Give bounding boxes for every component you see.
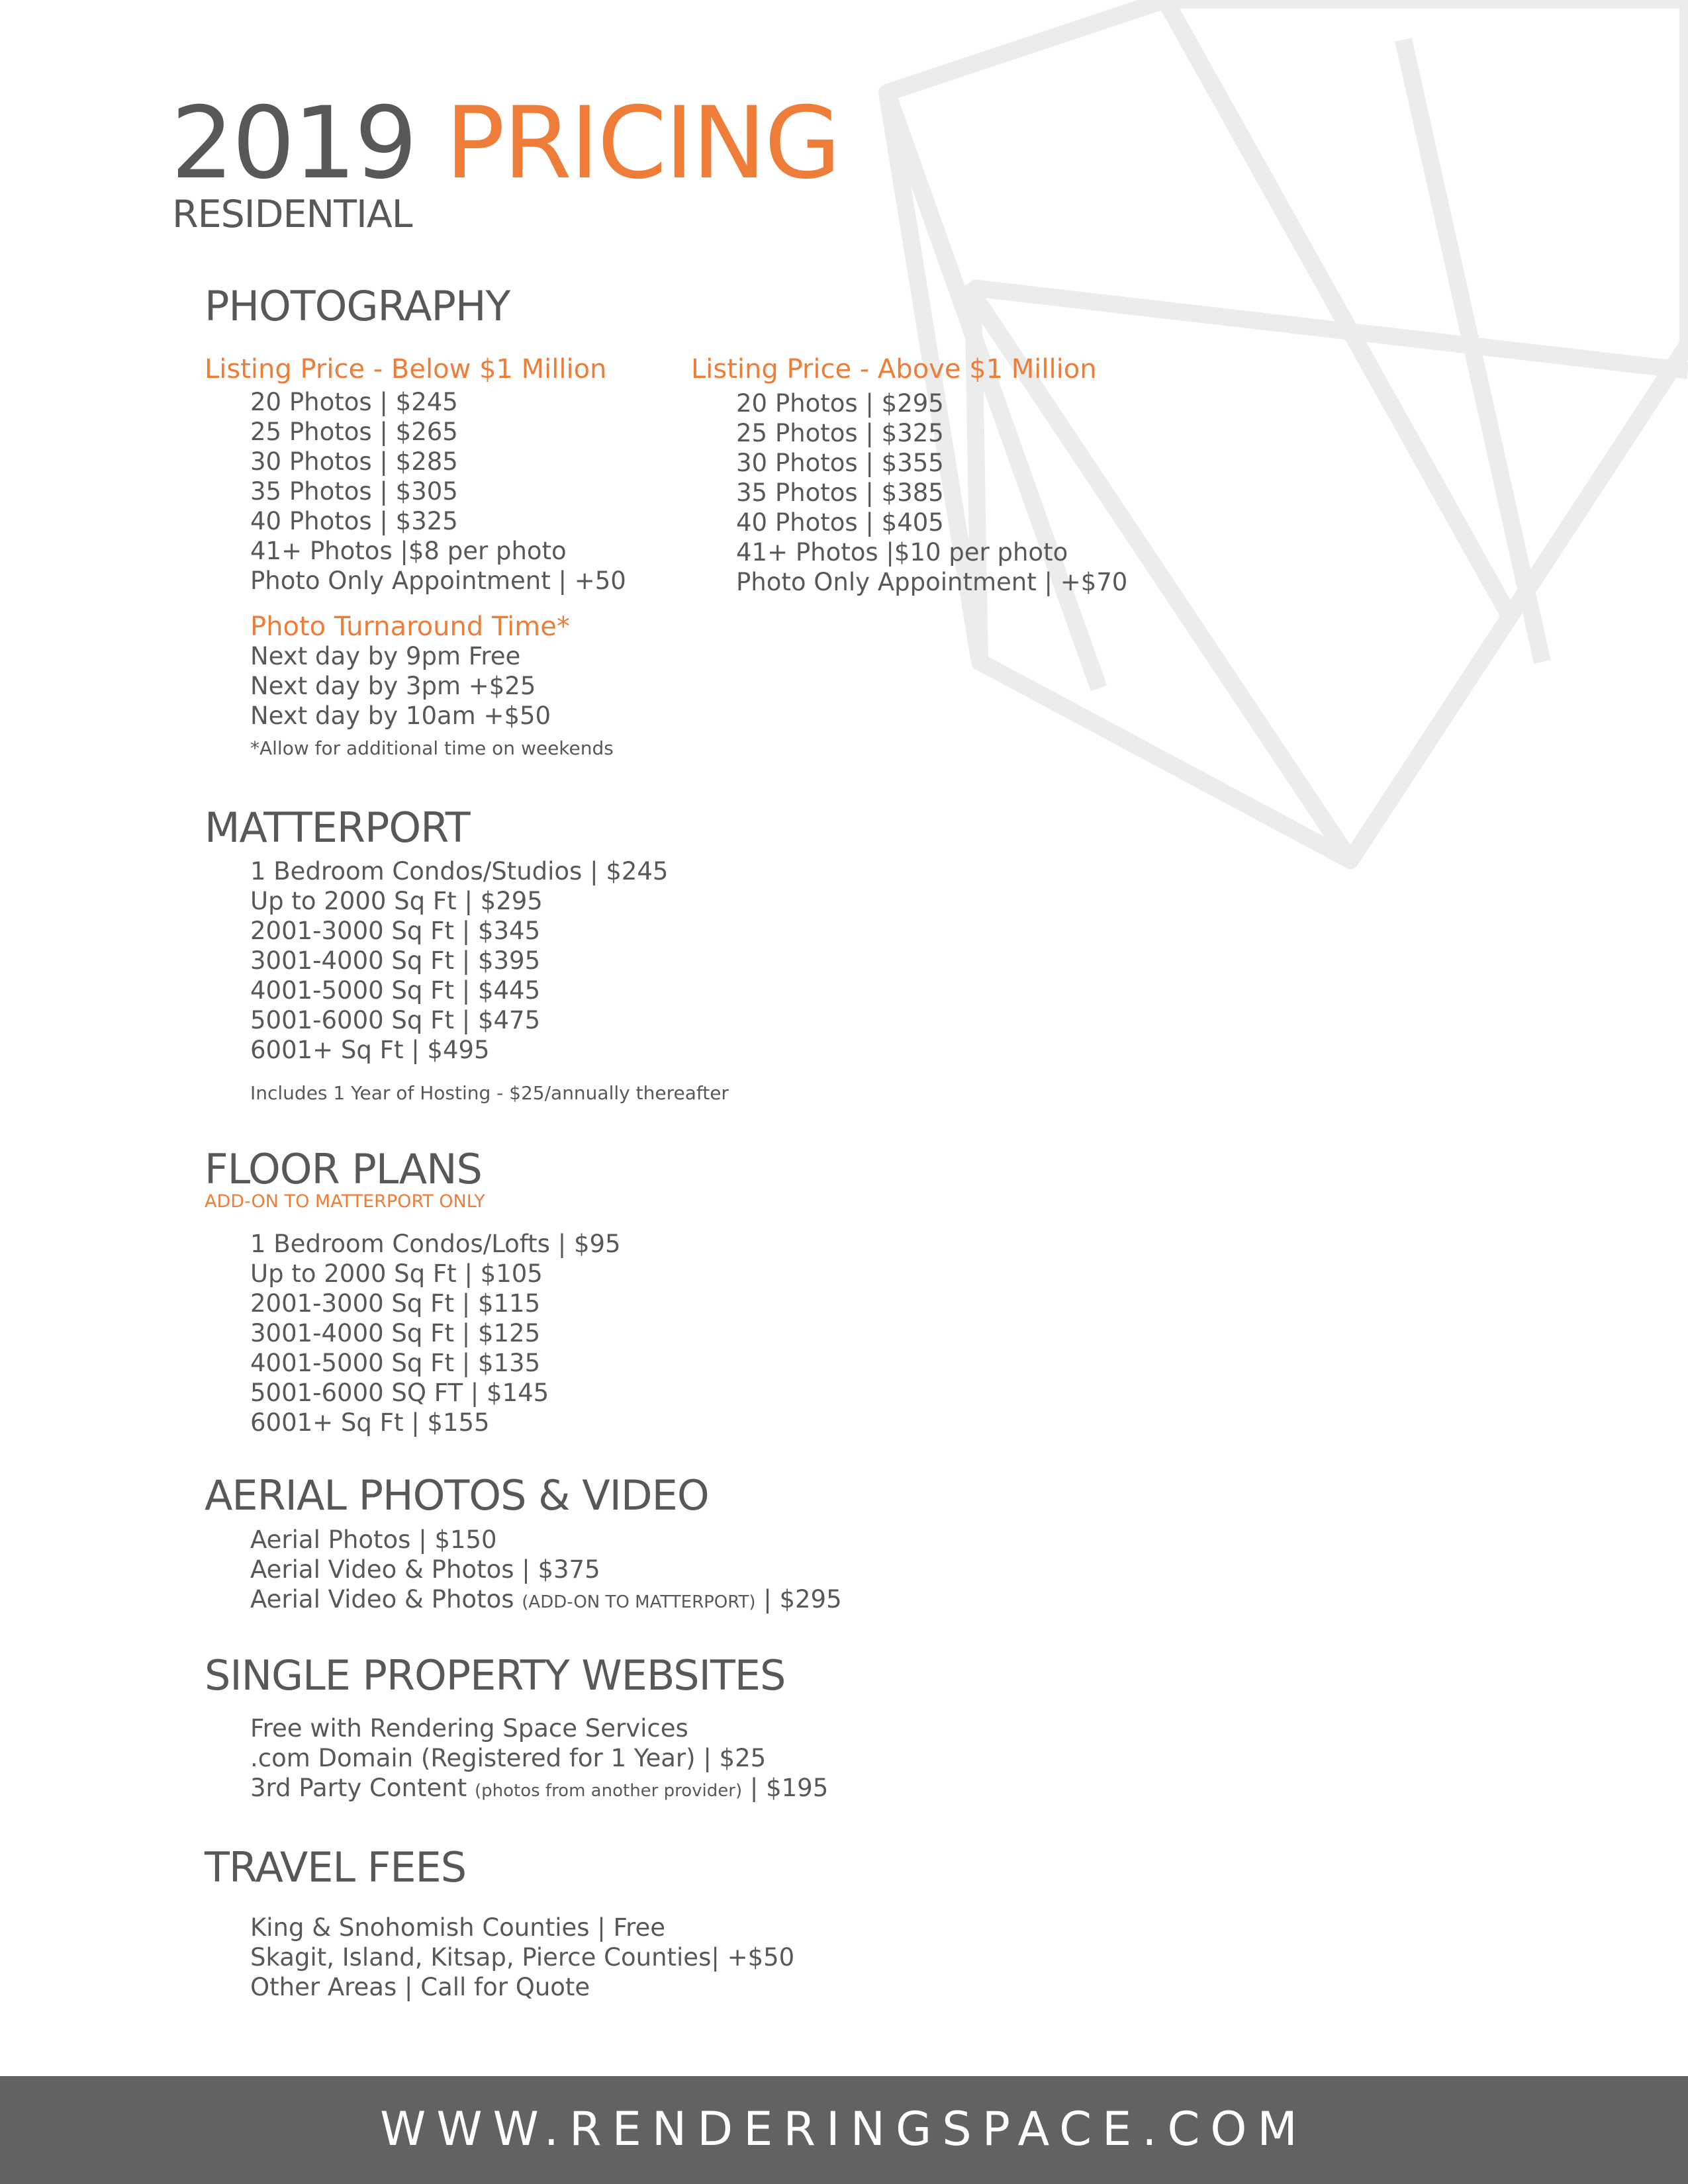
matterport-list xyxy=(250,856,668,1065)
below-million-label: Listing Price - Below $1 Million xyxy=(205,354,607,385)
list-item: 41+ Photos |$10 per photo xyxy=(736,538,1068,567)
list-item: 5001-6000 Sq Ft | $475 xyxy=(250,1006,541,1034)
list-item: 30 Photos | $355 xyxy=(736,449,944,477)
list-item: 4001-5000 Sq Ft | $135 xyxy=(250,1349,541,1377)
list-item: 40 Photos | $405 xyxy=(736,508,944,537)
list-item xyxy=(250,1773,828,1803)
list-item: 3001-4000 Sq Ft | $395 xyxy=(250,946,541,975)
matterport-hosting-note: Includes 1 Year of Hosting - $25/annually thereafter xyxy=(250,1082,729,1104)
footer-bar xyxy=(0,2076,1688,2184)
list-item: 5001-6000 SQ FT | $145 xyxy=(250,1379,549,1407)
matterport-heading: MATTERPORT xyxy=(205,803,470,852)
list-item: 6001+ Sq Ft | $155 xyxy=(250,1408,490,1437)
list-item: 41+ Photos |$8 per photo xyxy=(250,537,567,565)
travel-list xyxy=(250,1913,794,2002)
list-item: 20 Photos | $245 xyxy=(250,388,458,416)
list-item: Skagit, Island, Kitsap, Pierce Counties| +$50 xyxy=(250,1943,795,1972)
above-million-list xyxy=(736,388,1127,597)
list-item: Up to 2000 Sq Ft | $295 xyxy=(250,887,543,915)
list-item: 2001-3000 Sq Ft | $115 xyxy=(250,1289,541,1318)
title-accent: PRICING xyxy=(445,86,839,201)
list-item: Photo Only Appointment | +$70 xyxy=(736,568,1128,596)
list-item: 35 Photos | $385 xyxy=(736,478,944,507)
photography-heading: PHOTOGRAPHY xyxy=(205,282,510,330)
list-item: 3001-4000 Sq Ft | $125 xyxy=(250,1319,541,1347)
list-item: Next day by 9pm Free xyxy=(250,642,521,670)
list-item: Other Areas | Call for Quote xyxy=(250,1973,590,2001)
aerial-item3-note: (ADD-ON TO MATTERPORT) xyxy=(522,1592,756,1612)
aerial-item3-main: Aerial Video & Photos xyxy=(250,1585,514,1614)
list-item: 1 Bedroom Condos/Studios | $245 xyxy=(250,857,669,886)
floor-plans-list xyxy=(250,1229,621,1437)
list-item: Free with Rendering Space Services xyxy=(250,1714,688,1743)
turnaround-list xyxy=(250,641,551,731)
websites-item3-main: 3rd Party Content xyxy=(250,1774,467,1802)
aerial-heading: AERIAL PHOTOS & VIDEO xyxy=(205,1471,709,1520)
list-item: 35 Photos | $305 xyxy=(250,477,458,506)
list-item: Next day by 10am +$50 xyxy=(250,702,551,730)
floor-plans-subheading: ADD-ON TO MATTERPORT ONLY xyxy=(205,1191,485,1212)
turnaround-label: Photo Turnaround Time* xyxy=(250,612,570,642)
list-item: Aerial Video & Photos | $375 xyxy=(250,1555,600,1584)
above-million-label: Listing Price - Above $1 Million xyxy=(691,354,1097,385)
websites-item3-price: | $195 xyxy=(749,1774,829,1802)
title-year: 2019 xyxy=(171,86,416,201)
list-item: 6001+ Sq Ft | $495 xyxy=(250,1036,490,1064)
list-item: 25 Photos | $265 xyxy=(250,418,458,446)
list-item: Next day by 3pm +$25 xyxy=(250,672,536,700)
list-item: 1 Bedroom Condos/Lofts | $95 xyxy=(250,1230,621,1258)
below-million-list xyxy=(250,387,626,596)
list-item: 20 Photos | $295 xyxy=(736,389,944,418)
list-item: Up to 2000 Sq Ft | $105 xyxy=(250,1259,543,1288)
list-item: Aerial Photos | $150 xyxy=(250,1525,497,1554)
turnaround-note: *Allow for additional time on weekends xyxy=(250,737,614,759)
websites-heading: SINGLE PROPERTY WEBSITES xyxy=(205,1651,786,1700)
list-item: 2001-3000 Sq Ft | $345 xyxy=(250,917,541,945)
list-item: 30 Photos | $285 xyxy=(250,447,458,476)
page-subtitle: RESIDENTIAL xyxy=(172,193,412,236)
travel-heading: TRAVEL FEES xyxy=(205,1843,467,1891)
list-item: King & Snohomish Counties | Free xyxy=(250,1913,666,1942)
websites-item3-note: (photos from another provider) xyxy=(474,1781,743,1801)
aerial-list xyxy=(250,1525,842,1614)
websites-list xyxy=(250,1713,828,1803)
list-item: 25 Photos | $325 xyxy=(736,419,944,447)
floor-plans-heading: FLOOR PLANS xyxy=(205,1145,482,1193)
website-url: WWW.RENDERINGSPACE.COM xyxy=(380,2102,1308,2156)
list-item: .com Domain (Registered for 1 Year) | $25 xyxy=(250,1744,767,1772)
aerial-item3-price: | $295 xyxy=(763,1585,842,1614)
page-title xyxy=(171,86,839,201)
list-item: Photo Only Appointment | +50 xyxy=(250,567,626,595)
list-item: 40 Photos | $325 xyxy=(250,507,458,535)
list-item: 4001-5000 Sq Ft | $445 xyxy=(250,976,541,1005)
list-item xyxy=(250,1584,842,1614)
